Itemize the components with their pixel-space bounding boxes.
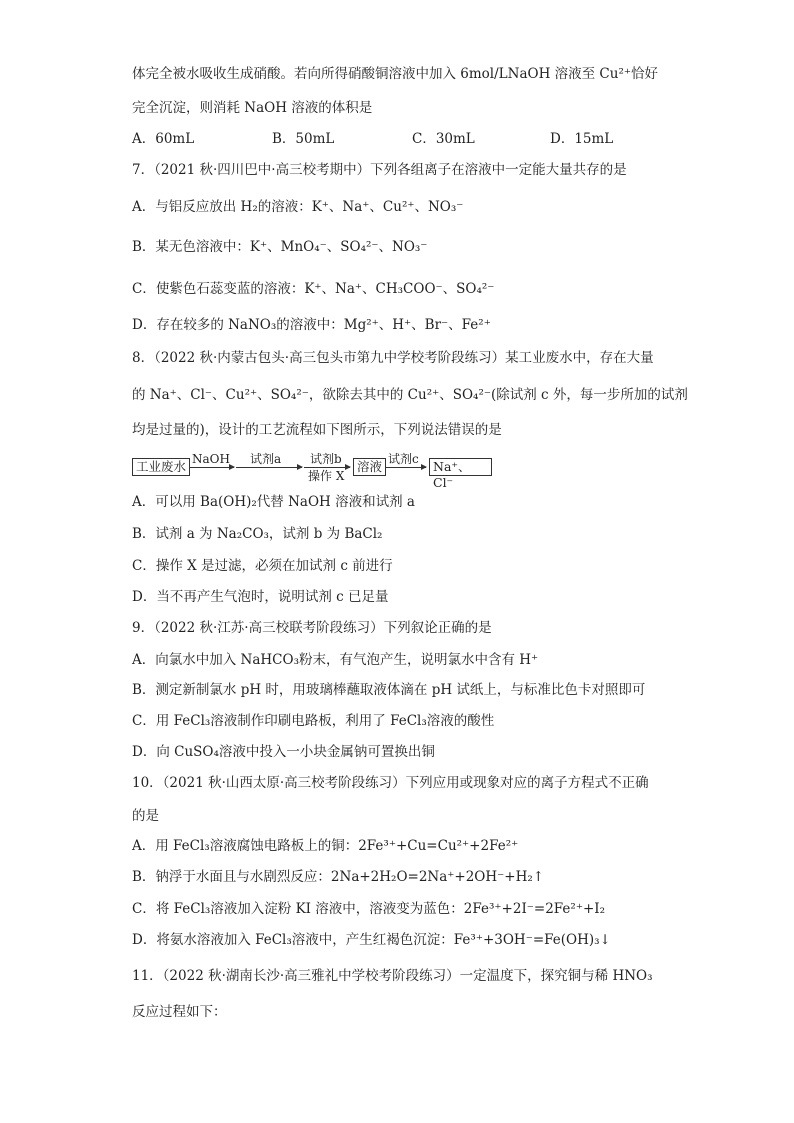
q7-option-b: B．某无色溶液中：K⁺、MnO₄⁻、SO₄²⁻、NO₃⁻ [132, 239, 428, 255]
q8-stem-2: 的 Na⁺、Cl⁻、Cu²⁺、SO₄²⁻，欲除去其中的 Cu²⁺、SO₄²⁻(除试剂 c 外，每一步所加的试剂 [132, 387, 688, 403]
flow-arrow-3 [304, 467, 350, 468]
intro-line-1: 体完全被水吸收生成硝酸。若向所得硝酸铜溶液中加入 6mol/LNaOH 溶液至 Cu²⁺恰好 [132, 66, 658, 82]
flow-start-box: 工业废水 [132, 458, 190, 476]
q8-option-c: C．操作 X 是过滤，必须在加试剂 c 前进行 [132, 558, 393, 574]
q10-stem-1: 10．（2021 秋·山西太原·高三校考阶段练习）下列应用或现象对应的离子方程式不正确 [132, 775, 649, 791]
option-d: D．15mL [550, 131, 614, 147]
option-a: A．60mL [132, 131, 195, 147]
q10-option-a: A．用 FeCl₃溶液腐蚀电路板上的铜：2Fe³⁺+Cu=Cu²⁺+2Fe²⁺ [132, 838, 519, 854]
q8-option-d: D．当不再产生气泡时，说明试剂 c 已足量 [132, 589, 389, 605]
q9-stem: 9．（2022 秋·江苏·高三校联考阶段练习）下列叙论正确的是 [132, 620, 492, 636]
q10-option-d: D．将氨水溶液加入 FeCl₃溶液中，产生红褐色沉淀：Fe³⁺+3OH⁻=Fe(OH)₃↓ [132, 932, 611, 948]
flow-label-reagent-b: 试剂b [310, 452, 342, 466]
q9-option-c: C．用 FeCl₃溶液制作印刷电路板，利用了 FeCl₃溶液的酸性 [132, 713, 495, 729]
q7-option-d: D．存在较多的 NaNO₃的溶液中：Mg²⁺、H⁺、Br⁻、Fe²⁺ [132, 317, 491, 333]
option-c: C．30mL [412, 131, 475, 147]
q9-option-b: B．测定新制氯水 pH 时，用玻璃棒蘸取液体滴在 pH 试纸上，与标准比色卡对照即可 [132, 682, 646, 698]
option-b: B．50mL [272, 131, 335, 147]
q8-option-a: A．可以用 Ba(OH)₂代替 NaOH 溶液和试剂 a [132, 494, 415, 510]
q7-option-a: A．与铝反应放出 H₂的溶液：K⁺、Na⁺、Cu²⁺、NO₃⁻ [132, 199, 464, 215]
q9-option-d: D．向 CuSO₄溶液中投入一小块金属钠可置换出铜 [132, 744, 435, 760]
flow-label-naoh: NaOH [192, 452, 230, 466]
flow-label-reagent-c: 试剂c [388, 452, 419, 466]
q8-option-b: B．试剂 a 为 Na₂CO₃，试剂 b 为 BaCl₂ [132, 526, 383, 542]
process-flow-diagram [132, 452, 492, 492]
flow-label-reagent-a: 试剂a [250, 452, 282, 466]
q8-stem-3: 均是过量的)，设计的工艺流程如下图所示，下列说法错误的是 [132, 422, 502, 438]
flow-arrow-4 [386, 467, 426, 468]
q11-stem-1: 11．（2022 秋·湖南长沙·高三雅礼中学校考阶段练习）一定温度下，探究铜与稀 HNO₃ [132, 968, 653, 984]
flow-label-operation-x: 操作 X [308, 469, 345, 483]
q7-option-c: C．使紫色石蕊变蓝的溶液：K⁺、Na⁺、CH₃COO⁻、SO₄²⁻ [132, 281, 495, 297]
intro-options [132, 129, 613, 149]
q10-option-b: B．钠浮于水面且与水剧烈反应：2Na+2H₂O=2Na⁺+2OH⁻+H₂↑ [132, 869, 545, 885]
intro-line-2: 完全沉淀，则消耗 NaOH 溶液的体积是 [132, 100, 373, 116]
q8-stem-1: 8．（2022 秋·内蒙古包头·高三包头市第九中学校考阶段练习）某工业废水中，存在大量 [132, 350, 654, 366]
q9-option-a: A．向氯水中加入 NaHCO₃粉末，有气泡产生，说明氯水中含有 H⁺ [132, 652, 539, 668]
flow-end-box: Na⁺、Cl⁻ [429, 458, 492, 476]
q10-stem-2: 的是 [132, 808, 159, 824]
q7-stem: 7．（2021 秋·四川巴中·高三校考期中）下列各组离子在溶液中一定能大量共存的是 [132, 162, 627, 178]
q10-option-c: C．将 FeCl₃溶液加入淀粉 KI 溶液中，溶液变为蓝色：2Fe³⁺+2I⁻=2Fe²⁺+I₂ [132, 901, 606, 917]
flow-arrow-1 [190, 467, 234, 468]
flow-arrow-2 [236, 467, 302, 468]
q11-stem-2: 反应过程如下： [132, 1004, 227, 1020]
flow-solution-box: 溶液 [353, 458, 386, 476]
